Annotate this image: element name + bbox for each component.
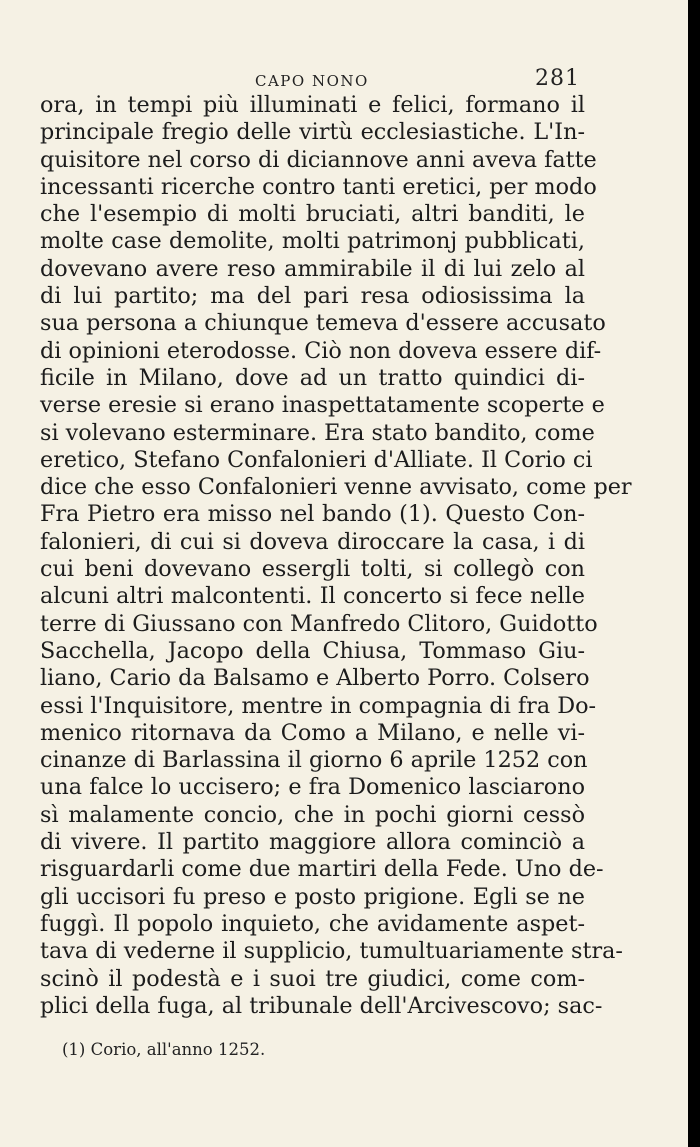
text-line: essi l'Inquisitore, mentre in compagnia di fra Do- <box>40 692 597 719</box>
text-line: quisitore nel corso di diciannove anni aveva fatte <box>40 146 597 173</box>
text-line: Sacchella, Jacopo della Chiusa, Tommaso Giu- <box>40 637 585 664</box>
text-line: plici della fuga, al tribunale dell'Arcivescovo; sac- <box>40 992 603 1019</box>
text-line: si volevano esterminare. Era stato bandito, come <box>40 419 595 446</box>
text-line: verse eresie si erano inaspettatamente scoperte e <box>40 392 605 419</box>
text-line: sua persona a chiunque temeva d'essere accusato <box>40 310 606 337</box>
text-line: sì malamente concio, che in pochi giorni cessò <box>40 801 585 828</box>
text-line: dice che esso Confalonieri venne avvisato, come per <box>40 474 632 501</box>
text-line: incessanti ricerche contro tanti eretici, per modo <box>40 173 597 200</box>
text-line: cui beni dovevano essergli tolti, si collegò con <box>40 556 585 583</box>
body-text <box>40 92 632 1020</box>
text-line: di vivere. Il partito maggiore allora cominciò a <box>40 829 585 856</box>
text-line: falonieri, di cui si doveva diroccare la casa, i di <box>40 528 585 555</box>
text-line: fuggì. Il popolo inquieto, che avidamente aspet- <box>40 910 585 937</box>
text-line: di lui partito; ma del pari resa odiosissima la <box>40 283 585 310</box>
page-header <box>40 66 580 94</box>
text-line: una falce lo uccisero; e fra Domenico lasciarono <box>40 774 585 801</box>
text-line: cinanze di Barlassina il giorno 6 aprile 1252 con <box>40 747 588 774</box>
text-line: terre di Giussano con Manfredo Clitoro, Guidotto <box>40 610 598 637</box>
text-line: molte case demolite, molti patrimonj pubblicati, <box>40 228 585 255</box>
running-title: CAPO NONO <box>255 72 369 90</box>
text-line: scinò il podestà e i suoi tre giudici, come com- <box>40 965 585 992</box>
page-number: 281 <box>535 66 580 91</box>
text-line: alcuni altri malcontenti. Il concerto si fece nelle <box>40 583 585 610</box>
text-line: risguardarli come due martiri della Fede. Uno de- <box>40 856 604 883</box>
text-line: Fra Pietro era misso nel bando (1). Questo Con- <box>40 501 585 528</box>
text-line: liano, Cario da Balsamo e Alberto Porro. Colsero <box>40 665 590 692</box>
page-edge <box>688 0 700 1147</box>
text-line: ficile in Milano, dove ad un tratto quindici di- <box>40 364 585 391</box>
text-line: principale fregio delle virtù ecclesiastiche. L'In- <box>40 119 585 146</box>
text-line: di opinioni eterodosse. Ciò non doveva essere dif- <box>40 337 602 364</box>
text-line: dovevano avere reso ammirabile il di lui zelo al <box>40 255 585 282</box>
text-line: che l'esempio di molti bruciati, altri banditi, le <box>40 201 585 228</box>
text-line: tava di vederne il supplicio, tumultuariamente stra- <box>40 938 623 965</box>
text-line: ora, in tempi più illuminati e felici, formano il <box>40 92 585 118</box>
footnote: (1) Corio, all'anno 1252. <box>62 1040 266 1059</box>
text-line: menico ritornava da Como a Milano, e nelle vi- <box>40 719 585 746</box>
text-line: eretico, Stefano Confalonieri d'Alliate. Il Corio ci <box>40 446 593 473</box>
text-line: gli uccisori fu preso e posto prigione. Egli se ne <box>40 883 585 910</box>
